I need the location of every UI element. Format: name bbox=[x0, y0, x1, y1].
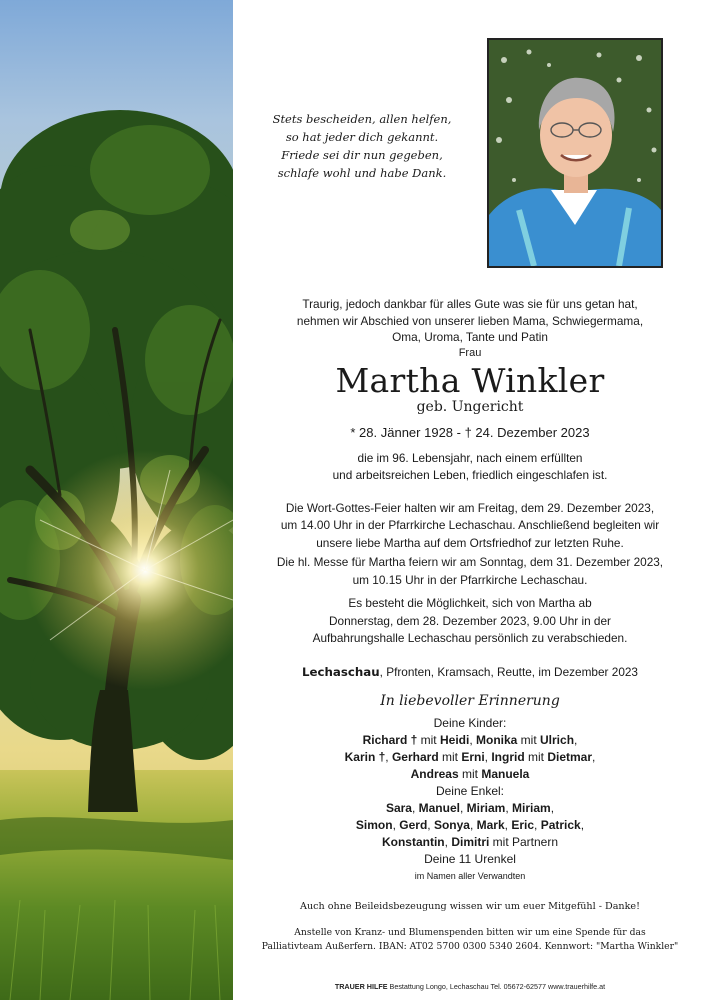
family-name: Eric bbox=[511, 818, 535, 832]
family-name: Heidi bbox=[439, 733, 470, 747]
ceremony-line: um 14.00 Uhr in der Pfarrkirche Lechaschau. Anschließend begleiten wir bbox=[280, 518, 660, 532]
place-date-line bbox=[240, 664, 700, 682]
family-name: Manuela bbox=[481, 767, 530, 781]
family-name: Mark bbox=[476, 818, 505, 832]
grandchildren-row: Simon, Gerd, Sonya, Mark, Eric, Patrick, bbox=[355, 818, 585, 832]
ceremony-line: unsere liebe Martha auf dem Ortsfriedhof zur letzten Ruhe. bbox=[316, 535, 624, 550]
poem-line: so hat jeder dich gekannt. bbox=[285, 130, 439, 144]
passing-line: und arbeitsreichen Leben, friedlich eingeschlafen ist. bbox=[332, 468, 608, 482]
farewell-line: Aufbahrungshalle Lechaschau persönlich zu verabschieden. bbox=[312, 631, 628, 645]
children-row: Richard † mit Heidi, Monika mit Ulrich, bbox=[362, 733, 578, 747]
family-name: Richard † bbox=[362, 733, 418, 747]
intro-line: nehmen wir Abschied von unserer lieben Mama, Schwiegermama, bbox=[296, 313, 644, 328]
family-name: Sonya bbox=[433, 818, 470, 832]
undertaker-details: Bestattung Longo, Lechaschau Tel. 05672-62577 www.trauerhilfe.at bbox=[387, 982, 606, 991]
relatives-note: im Namen aller Verwandten bbox=[414, 871, 526, 881]
family-name: Gerhard bbox=[391, 750, 439, 764]
family-name: Gerd bbox=[399, 818, 428, 832]
grandchildren-row: Konstantin, Dimitri mit Partnern bbox=[381, 835, 559, 849]
children-row: Andreas mit Manuela bbox=[410, 767, 530, 781]
thanks-line: Auch ohne Beileidsbezeugung wissen wir um euer Mitgefühl - Danke! bbox=[300, 901, 640, 912]
donation-line: Anstelle von Kranz- und Blumenspenden bitten wir um eine Spende für das bbox=[294, 927, 646, 938]
memory-heading: In liebevoller Erinnerung bbox=[380, 693, 560, 709]
undertaker-footer bbox=[240, 982, 700, 991]
memorial-poem bbox=[262, 110, 462, 182]
family-name: Karin † bbox=[344, 750, 386, 764]
intro-line: Oma, Uroma, Tante und Patin bbox=[392, 330, 548, 344]
salutation: Frau bbox=[458, 346, 482, 359]
family-name: Sara bbox=[385, 801, 412, 815]
great-grandchildren: Deine 11 Urenkel bbox=[424, 852, 516, 866]
children-heading: Deine Kinder: bbox=[433, 716, 507, 730]
birth-name: geb. Ungericht bbox=[416, 398, 524, 415]
family-name: Erni bbox=[461, 750, 485, 764]
family-name: Miriam bbox=[466, 801, 506, 815]
life-dates: * 28. Jänner 1928 - † 24. Dezember 2023 bbox=[350, 424, 590, 440]
deceased-name: Martha Winkler bbox=[335, 360, 605, 400]
children-row: Karin †, Gerhard mit Erni, Ingrid mit Dietmar, bbox=[344, 750, 596, 764]
farewell-line: Donnerstag, dem 28. Dezember 2023, 9.00 Uhr in der bbox=[329, 613, 611, 628]
passing-line: die im 96. Lebensjahr, nach einem erfüllten bbox=[357, 450, 583, 465]
intro-line: Traurig, jedoch dankbar für alles Gute was sie für uns getan hat, bbox=[302, 297, 638, 311]
mass-line: um 10.15 Uhr in der Pfarrkirche Lechaschau. bbox=[352, 572, 588, 587]
family-name: Ulrich bbox=[540, 733, 575, 747]
poem-line: Friede sei dir nun gegeben, bbox=[281, 148, 443, 162]
family-name: Dietmar bbox=[547, 750, 593, 764]
family-name: Konstantin bbox=[381, 835, 445, 849]
family-name: Patrick bbox=[540, 818, 581, 832]
family-name: Andreas bbox=[410, 767, 459, 781]
family-name: Simon bbox=[355, 818, 393, 832]
mass-line: Die hl. Messe für Martha feiern wir am Sonntag, dem 31. Dezember 2023, bbox=[276, 555, 664, 569]
family-name: Ingrid bbox=[491, 750, 525, 764]
family-name: Monika bbox=[476, 733, 518, 747]
farewell-line: Es besteht die Möglichkeit, sich von Martha ab bbox=[348, 596, 592, 610]
grandchildren-heading: Deine Enkel: bbox=[435, 784, 505, 798]
tree-landscape-image bbox=[0, 0, 233, 1000]
poem-line: Stets bescheiden, allen helfen, bbox=[272, 112, 452, 126]
place-rest: , Pfronten, Kramsach, Reutte, im Dezember 2023 bbox=[379, 664, 638, 679]
donation-line: Palliativteam Außerfern. IBAN: AT02 5700 0300 5340 2604. Kennwort: "Martha Winkler" bbox=[261, 941, 679, 952]
place-town: Lechaschau bbox=[302, 664, 380, 679]
grandchildren-row: Sara, Manuel, Miriam, Miriam, bbox=[385, 801, 555, 815]
poem-line: schlafe wohl und habe Dank. bbox=[277, 166, 447, 180]
obituary-text bbox=[240, 296, 700, 954]
family-name: Manuel bbox=[418, 801, 460, 815]
family-name: Dimitri bbox=[451, 835, 490, 849]
undertaker-brand: TRAUER HILFE bbox=[334, 982, 388, 991]
portrait-photo bbox=[487, 38, 663, 268]
ceremony-line: Die Wort-Gottes-Feier halten wir am Freitag, dem 29. Dezember 2023, bbox=[285, 500, 655, 515]
family-name: Miriam bbox=[512, 801, 551, 815]
